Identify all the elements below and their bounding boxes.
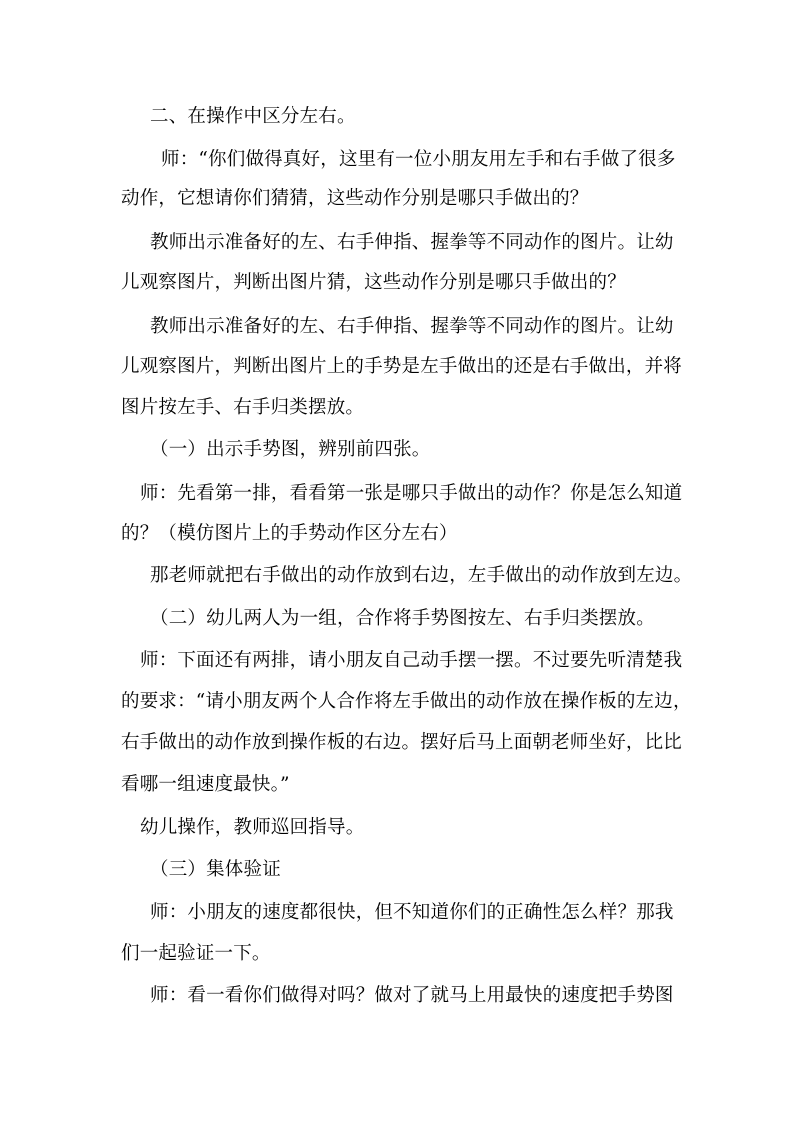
paragraph-line: 幼儿操作，教师巡回指导。 <box>140 817 365 838</box>
paragraph-line: 师：“你们做得真好，这里有一位小朋友用左手和右手做了很多 <box>161 149 676 170</box>
paragraph-line: 那老师就把右手做出的动作放到右边，左手做出的动作放到左边。 <box>150 565 693 586</box>
subsection-heading-2: （二）幼儿两人为一组，合作将手势图按左、右手归类摆放。 <box>150 608 655 629</box>
paragraph-line: 的？（模仿图片上的手势动作区分左右） <box>121 523 458 544</box>
paragraph-line: 师：下面还有两排，请小朋友自己动手摆一摆。不过要先听清楚我 <box>140 650 683 671</box>
paragraph-line: 教师出示准备好的左、右手伸指、握拳等不同动作的图片。让幼 <box>150 316 674 337</box>
paragraph-line: 图片按左手、右手归类摆放。 <box>121 397 365 418</box>
paragraph-line: 的要求：“请小朋友两个人合作将左手做出的动作放在操作板的左边， <box>121 691 692 712</box>
paragraph-line: 们一起验证一下。 <box>121 943 271 964</box>
section-heading-2: 二、在操作中区分左右。 <box>150 106 356 127</box>
subsection-heading-3: （三）集体验证 <box>150 859 281 880</box>
paragraph-line: 动作，它想请你们猜猜，这些动作分别是哪只手做出的？ <box>121 188 589 209</box>
paragraph-line: 师：小朋友的速度都很快，但不知道你们的正确性怎么样？那我 <box>150 902 674 923</box>
paragraph-line: 儿观察图片，判断出图片猜，这些动作分别是哪只手做出的？ <box>121 272 626 293</box>
paragraph-line: 右手做出的动作放到操作板的右边。摆好后马上面朝老师坐好，比比 <box>121 732 683 753</box>
subsection-heading-1: （一）出示手势图，辨别前四张。 <box>150 439 431 460</box>
paragraph-line: 看哪一组速度最快。” <box>121 774 290 795</box>
paragraph-line: 教师出示准备好的左、右手伸指、握拳等不同动作的图片。让幼 <box>150 232 674 253</box>
paragraph-line: 师：先看第一排，看看第一张是哪只手做出的动作？你是怎么知道 <box>140 483 683 504</box>
paragraph-line: 师：看一看你们做得对吗？做对了就马上用最快的速度把手势图 <box>150 985 674 1006</box>
paragraph-line: 儿观察图片，判断出图片上的手势是左手做出的还是右手做出，并将 <box>121 356 683 377</box>
